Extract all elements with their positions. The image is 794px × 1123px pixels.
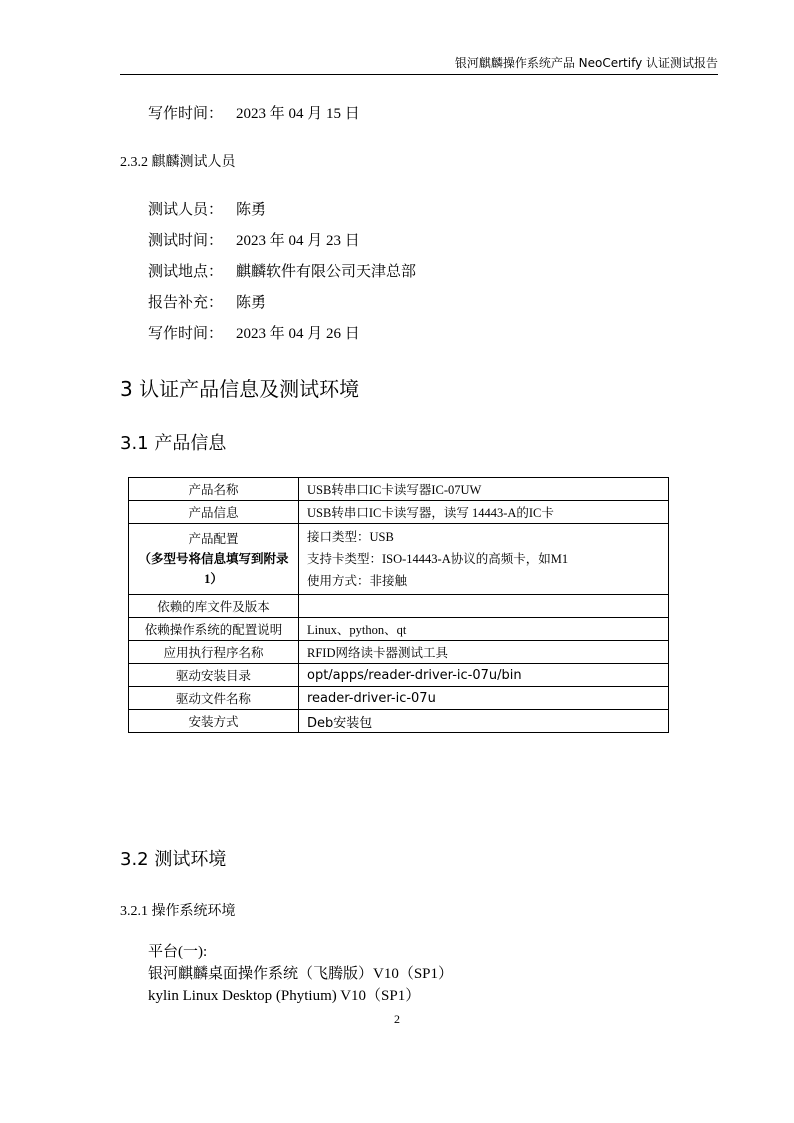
table-key: 驱动文件名称: [129, 687, 299, 710]
table-key: 依赖的库文件及版本: [129, 595, 299, 618]
table-key: 驱动安装目录: [129, 664, 299, 687]
product-info-table: [128, 477, 669, 733]
table-row: [129, 524, 669, 595]
section-3-1-title: 3.1 产品信息: [120, 433, 227, 454]
table-key: 应用执行程序名称: [129, 641, 299, 664]
table-value: RFID网络读卡器测试工具: [299, 641, 669, 664]
field-value: 2023 年 04 月 15 日: [236, 106, 360, 122]
os-name-cn: 银河麒麟桌面操作系统（飞腾版）V10（SP1）: [148, 966, 454, 982]
field-value: 陈勇: [236, 295, 267, 311]
test-location-row: [148, 260, 416, 281]
config-value-line: 使用方式：非接触: [307, 574, 408, 588]
page-header: 银河麒麟操作系统产品 NeoCertify 认证测试报告: [120, 54, 718, 75]
table-value: Linux、python、qt: [299, 618, 669, 641]
table-row: [129, 641, 669, 664]
table-value: [299, 524, 669, 595]
table-value: opt/apps/reader-driver-ic-07u/bin: [299, 664, 669, 687]
table-value: USB转串口IC卡读写器，读写 14443-A的IC卡: [299, 501, 669, 524]
table-row: [129, 664, 669, 687]
table-row: [129, 595, 669, 618]
table-row: [129, 687, 669, 710]
config-key-note: （多型号将信息填写到附录 1）: [138, 552, 289, 586]
table-row: [129, 710, 669, 733]
tester-row: [148, 198, 266, 219]
platform-label: 平台(一):: [148, 944, 208, 960]
table-row: [129, 478, 669, 501]
writing-time-row: [148, 322, 360, 343]
section-2-3-2-title: 2.3.2 麒麟测试人员: [120, 155, 236, 170]
prev-writing-time: [148, 102, 360, 123]
field-value: 2023 年 04 月 26 日: [236, 326, 360, 342]
os-name-en: kylin Linux Desktop (Phytium) V10（SP1）: [148, 988, 421, 1004]
table-value: USB转串口IC卡读写器IC-07UW: [299, 478, 669, 501]
config-value-line: 支持卡类型：ISO-14443-A协议的高频卡，如M1: [307, 552, 569, 566]
page-number: 2: [394, 1012, 400, 1026]
table-value: [299, 595, 669, 618]
field-value: 麒麟软件有限公司天津总部: [236, 264, 417, 280]
section-3-2-1-title: 3.2.1 操作系统环境: [120, 904, 236, 919]
table-value: Deb安装包: [299, 710, 669, 733]
field-value: 陈勇: [236, 202, 267, 218]
table-key: 产品信息: [129, 501, 299, 524]
section-3-title: 3 认证产品信息及测试环境: [120, 377, 360, 401]
table-key: 依赖操作系统的配置说明: [129, 618, 299, 641]
field-label: 写作时间：: [148, 106, 224, 122]
test-time-row: [148, 229, 360, 250]
field-label: 测试地点：: [148, 264, 224, 280]
field-label: 测试时间：: [148, 233, 224, 249]
field-label: 测试人员：: [148, 202, 224, 218]
table-value: reader-driver-ic-07u: [299, 687, 669, 710]
table-row: [129, 618, 669, 641]
config-value-line: 接口类型：USB: [307, 530, 394, 544]
table-key: 产品名称: [129, 478, 299, 501]
field-value: 2023 年 04 月 23 日: [236, 233, 360, 249]
table-row: [129, 501, 669, 524]
field-label: 报告补充：: [148, 295, 224, 311]
table-key: 安装方式: [129, 710, 299, 733]
config-key-line1: 产品配置: [188, 532, 239, 546]
field-label: 写作时间：: [148, 326, 224, 342]
table-key: [129, 524, 299, 595]
report-supplement-row: [148, 291, 266, 312]
section-3-2-title: 3.2 测试环境: [120, 849, 227, 870]
